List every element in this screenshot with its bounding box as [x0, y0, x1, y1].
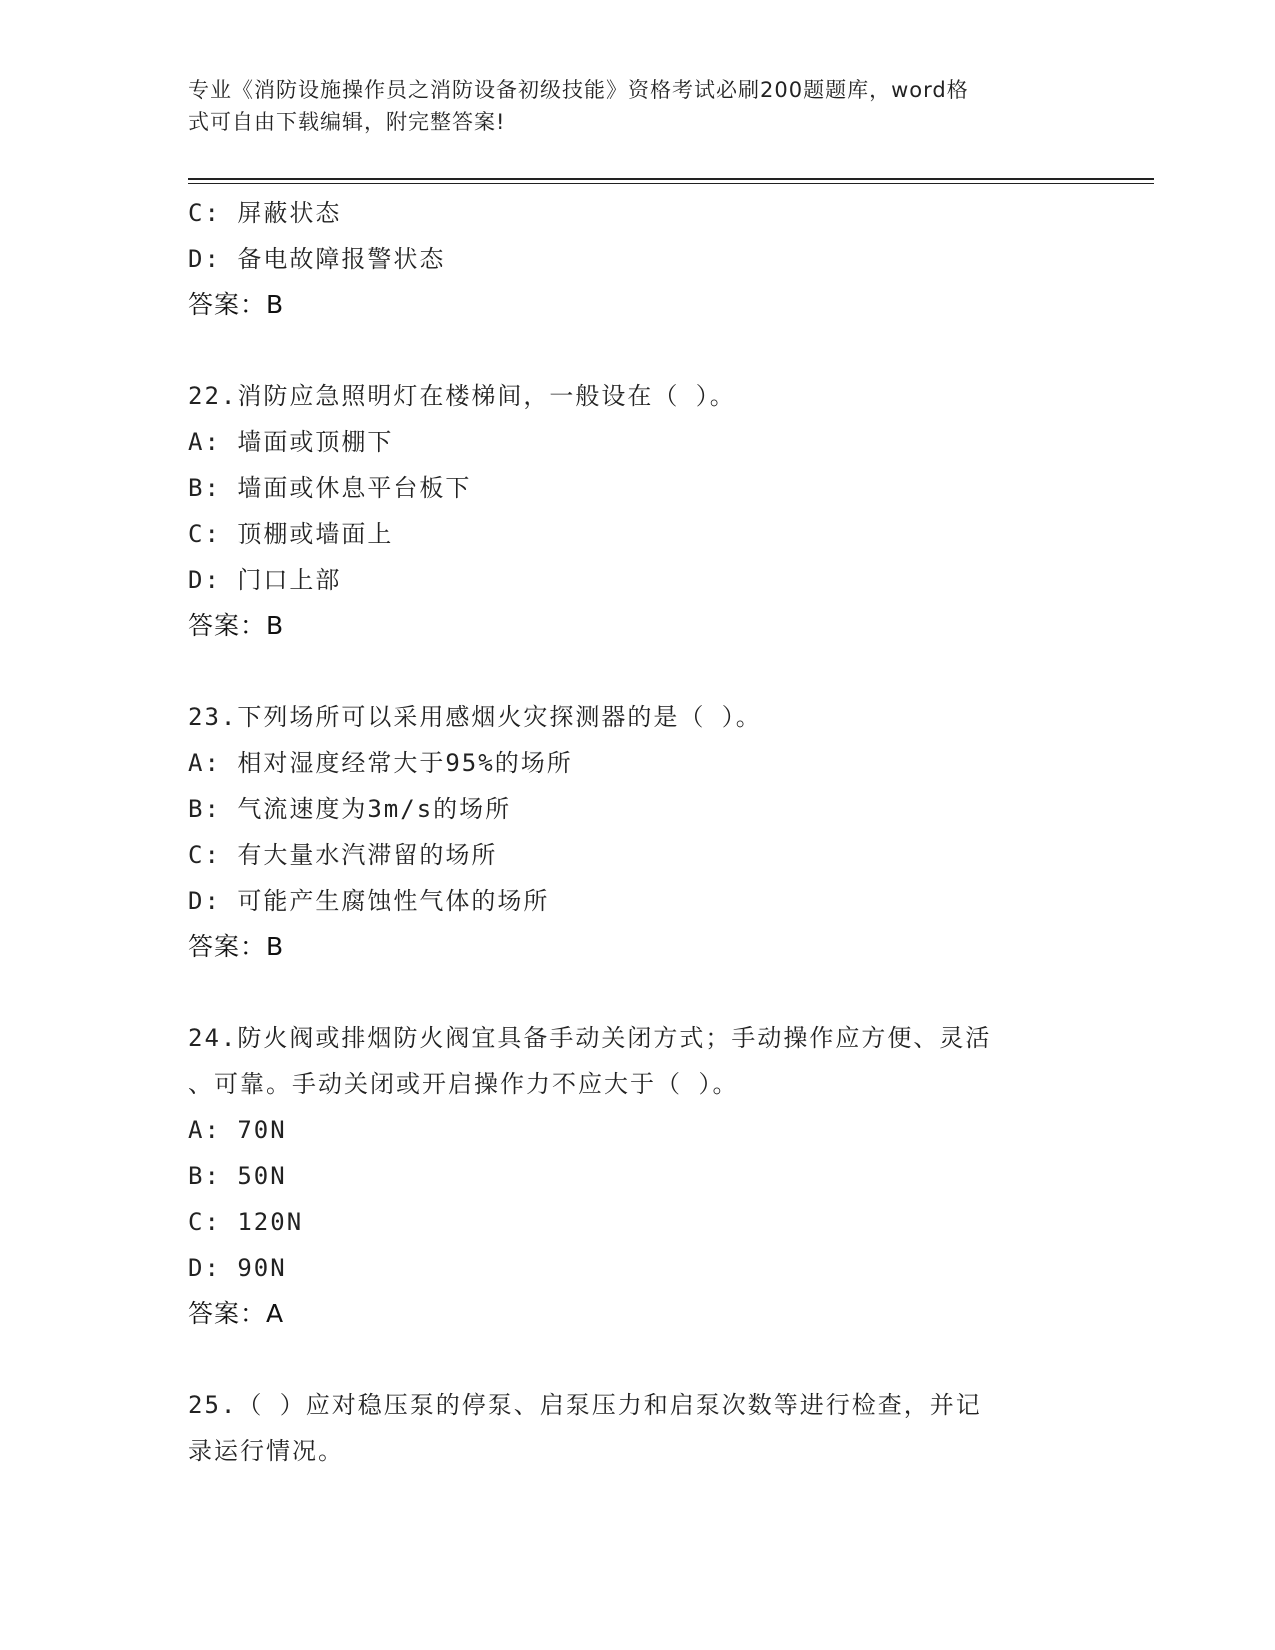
question-block-22	[188, 373, 1088, 649]
option-b: B: 墙面或休息平台板下	[188, 474, 472, 502]
answer-line: 答案：B	[188, 932, 285, 961]
option-d: D: 门口上部	[188, 566, 342, 594]
question-stem-continued: 、可靠。手动关闭或开启操作力不应大于（ ）。	[188, 1070, 739, 1098]
question-stem-continued: 录运行情况。	[188, 1437, 344, 1465]
question-stem: 23.下列场所可以采用感烟火灾探测器的是（ ）。	[188, 703, 762, 731]
question-list	[188, 190, 1088, 1474]
option-d: D: 90N	[188, 1254, 287, 1282]
option-c: C: 120N	[188, 1208, 304, 1236]
header-divider-thin	[188, 183, 1154, 184]
question-stem: 24.防火阀或排烟防火阀宜具备手动关闭方式；手动操作应方便、灵活	[188, 1024, 992, 1052]
question-stem: 22.消防应急照明灯在楼梯间，一般设在（ ）。	[188, 382, 736, 410]
answer-line: 答案：B	[188, 290, 285, 319]
question-block-24	[188, 1015, 1088, 1337]
question-block-21	[188, 190, 1088, 328]
option-c: C: 屏蔽状态	[188, 199, 342, 227]
header-line-1: 专业《消防设施操作员之消防设备初级技能》资格考试必刷200题题库，word格	[188, 78, 969, 102]
answer-line: 答案：A	[188, 1299, 285, 1328]
question-block-25	[188, 1382, 1088, 1474]
option-d: D: 可能产生腐蚀性气体的场所	[188, 887, 550, 915]
header-line-2: 式可自由下载编辑，附完整答案!	[188, 110, 506, 134]
option-a: A: 70N	[188, 1116, 287, 1144]
option-a: A: 墙面或顶棚下	[188, 428, 394, 456]
option-a: A: 相对湿度经常大于95%的场所	[188, 749, 573, 777]
option-b: B: 气流速度为3m/s的场所	[188, 795, 512, 823]
option-b: B: 50N	[188, 1162, 287, 1190]
option-c: C: 有大量水汽滞留的场所	[188, 841, 498, 869]
question-block-23	[188, 694, 1088, 970]
option-c: C: 顶棚或墙面上	[188, 520, 394, 548]
question-stem: 25.（ ）应对稳压泵的停泵、启泵压力和启泵次数等进行检查，并记	[188, 1391, 982, 1419]
option-d: D: 备电故障报警状态	[188, 245, 446, 273]
answer-line: 答案：B	[188, 611, 285, 640]
document-header	[188, 74, 1068, 138]
header-divider	[188, 178, 1154, 180]
